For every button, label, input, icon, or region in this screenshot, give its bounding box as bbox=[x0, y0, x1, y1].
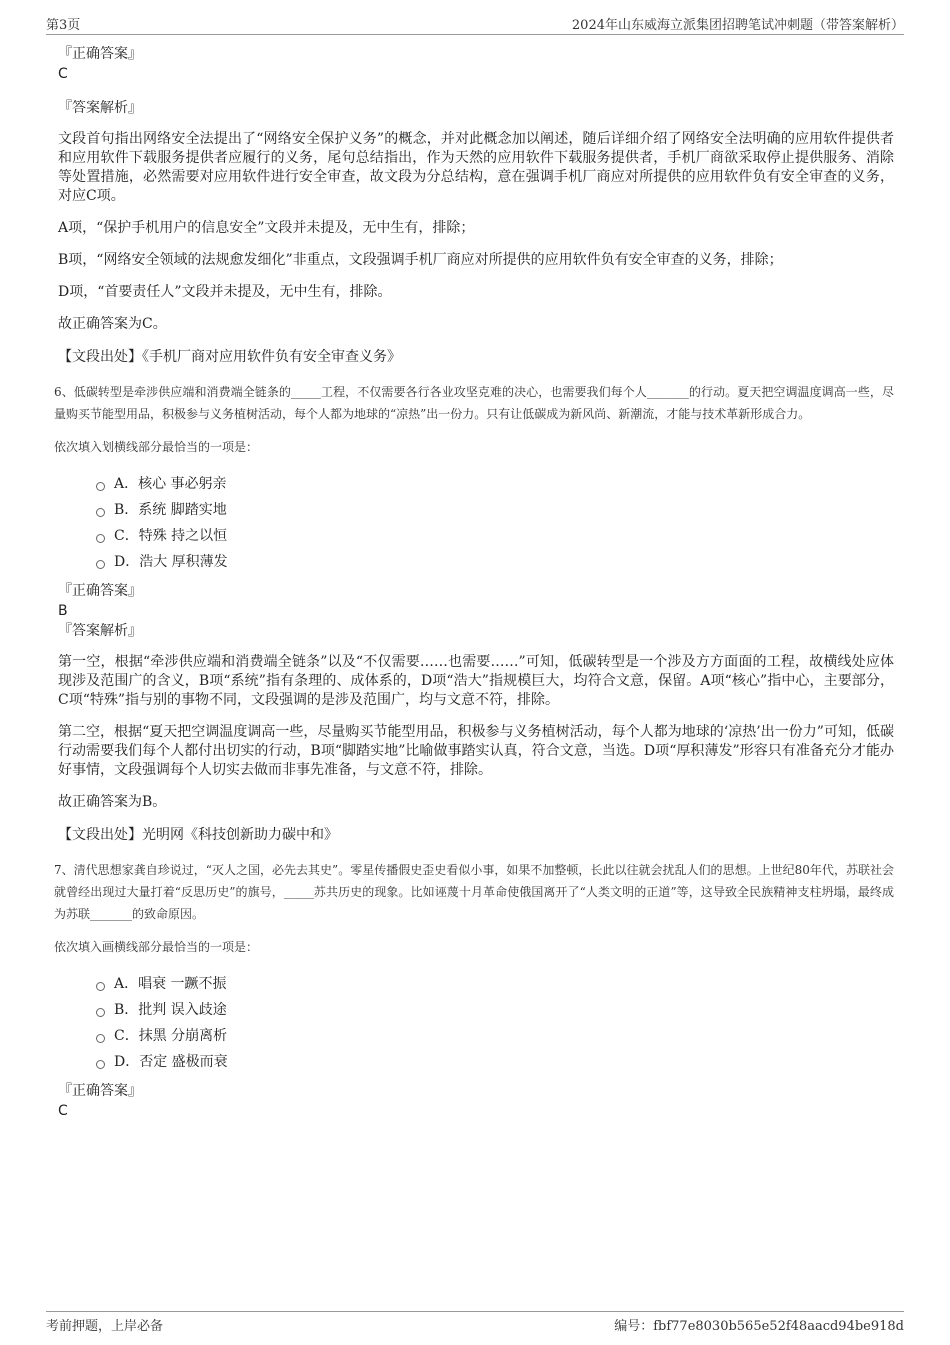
answer-value: C bbox=[58, 66, 68, 82]
option-d[interactable]: D．浩大 厚积薄发 bbox=[96, 549, 894, 575]
option-b[interactable]: B．系统 脚踏实地 bbox=[96, 497, 894, 523]
radio-icon[interactable] bbox=[96, 982, 105, 991]
footer-slogan: 考前押题，上岸必备 bbox=[46, 1319, 164, 1334]
option-c[interactable]: C．抹黑 分崩离析 bbox=[96, 1023, 894, 1049]
analysis-label: 『答案解析』 bbox=[58, 623, 142, 639]
option-b[interactable]: B．批判 误入歧途 bbox=[96, 997, 894, 1023]
analysis-paragraph: 第一空，根据“牵涉供应端和消费端全链条”以及“不仅需要……也需要……”可知，低碳转型是一个涉及方方面面的工程，故横线处应体现涉及范围广的含义，B项“系统”指有条理的、成体系的，D项“浩大”指规模巨大，均符合文意，保留。A项“核心”指中心，主要部分，C项“特殊”指与别的事物不同，文段强调的是涉及范围广，均与文意不符，排除。 bbox=[58, 654, 894, 708]
radio-icon[interactable] bbox=[96, 534, 105, 543]
option-a[interactable]: A．核心 事必躬亲 bbox=[96, 471, 894, 497]
radio-icon[interactable] bbox=[96, 1034, 105, 1043]
radio-icon[interactable] bbox=[96, 482, 105, 491]
answer-label: 『正确答案』 bbox=[58, 1083, 142, 1099]
analysis-paragraph: 第二空，根据“夏天把空调温度调高一些，尽量购买节能型用品，积极参与义务植树活动，每个人都为地球的‘凉热’出一份力”可知，低碳行动需要我们每个人都付出切实的行动，B项“脚踏实地”比喻做事踏实认真，符合文意，当选。D项“厚积薄发”形容只有准备充分才能办好事情，文段强调每个人切实去做而非事先准备，与文意不符，排除。 bbox=[58, 724, 894, 778]
page-number: 第3页 bbox=[46, 18, 81, 33]
question-stem: 6、低碳转型是牵涉供应端和消费端全链条的_____工程，不仅需要各行各业攻坚克难的决心，也需要我们每个人_______的行动。夏天把空调温度调高一些，尽量购买节能型用品，积极参与义务植树活动，每个人都为地球的“凉热”出一份力。只有让低碳成为新风尚、新潮流，才能与技术革新形成合力。 bbox=[54, 385, 894, 421]
document-id: 编号：fbf77e8030b565e52f48aacd94be918d bbox=[614, 1319, 904, 1334]
option-list bbox=[96, 471, 894, 575]
analysis-paragraph: 故正确答案为B。 bbox=[58, 794, 167, 810]
radio-icon[interactable] bbox=[96, 1060, 105, 1069]
radio-icon[interactable] bbox=[96, 508, 105, 517]
question-stem: 7、清代思想家龚自珍说过，“灭人之国，必先去其史”。零星传播假史歪史看似小事，如果不加整顿，长此以往就会扰乱人们的思想。上世纪80年代，苏联社会就曾经出现过大量打着“反思历史”的旗号，_____苏共历史的现象。比如诬蔑十月革命使俄国离开了“人类文明的正道”等，这导致全民族精神支柱坍塌，最终成为苏联_______的致命原因。 bbox=[54, 863, 894, 921]
passage-source: 【文段出处】《手机厂商对应用软件负有安全审查义务》 bbox=[58, 349, 401, 365]
analysis-paragraph: 故正确答案为C。 bbox=[58, 316, 167, 332]
radio-icon[interactable] bbox=[96, 1008, 105, 1017]
question-prompt: 依次填入画横线部分最恰当的一项是： bbox=[54, 940, 259, 954]
page-footer bbox=[46, 1311, 904, 1334]
radio-icon[interactable] bbox=[96, 560, 105, 569]
option-a[interactable]: A．唱衰 一蹶不振 bbox=[96, 971, 894, 997]
analysis-paragraph: A项，“保护手机用户的信息安全”文段并未提及，无中生有，排除； bbox=[58, 220, 475, 236]
document-title: 2024年山东威海立派集团招聘笔试冲刺题（带答案解析） bbox=[571, 18, 904, 33]
answer-value: C bbox=[58, 1103, 68, 1119]
answer-label: 『正确答案』 bbox=[58, 46, 142, 62]
option-list bbox=[96, 971, 894, 1075]
option-c[interactable]: C．特殊 持之以恒 bbox=[96, 523, 894, 549]
passage-source: 【文段出处】光明网《科技创新助力碳中和》 bbox=[58, 827, 338, 843]
analysis-paragraph: B项，“网络安全领域的法规愈发细化”非重点，文段强调手机厂商应对所提供的应用软件负有安全审查的义务，排除； bbox=[58, 252, 783, 268]
analysis-paragraph: 文段首句指出网络安全法提出了“网络安全保护义务”的概念，并对此概念加以阐述，随后详细介绍了网络安全法明确的应用软件提供者和应用软件下载服务提供者应履行的义务，尾句总结指出，作为天然的应用软件下载服务提供者，手机厂商欲采取停止提供服务、消除等处置措施，必然需要对应用软件进行安全审查，故文段为分总结构，意在强调手机厂商应对所提供的应用软件负有安全审查的义务，对应C项。 bbox=[58, 131, 894, 204]
answer-label: 『正确答案』 bbox=[58, 583, 142, 599]
analysis-label: 『答案解析』 bbox=[58, 100, 142, 116]
page-content bbox=[54, 44, 894, 1135]
option-d[interactable]: D．否定 盛极而衰 bbox=[96, 1049, 894, 1075]
page-header bbox=[46, 14, 904, 35]
answer-value: B bbox=[58, 603, 68, 619]
analysis-paragraph: D项，“首要责任人”文段并未提及，无中生有，排除。 bbox=[58, 284, 392, 300]
question-prompt: 依次填入划横线部分最恰当的一项是： bbox=[54, 440, 259, 454]
